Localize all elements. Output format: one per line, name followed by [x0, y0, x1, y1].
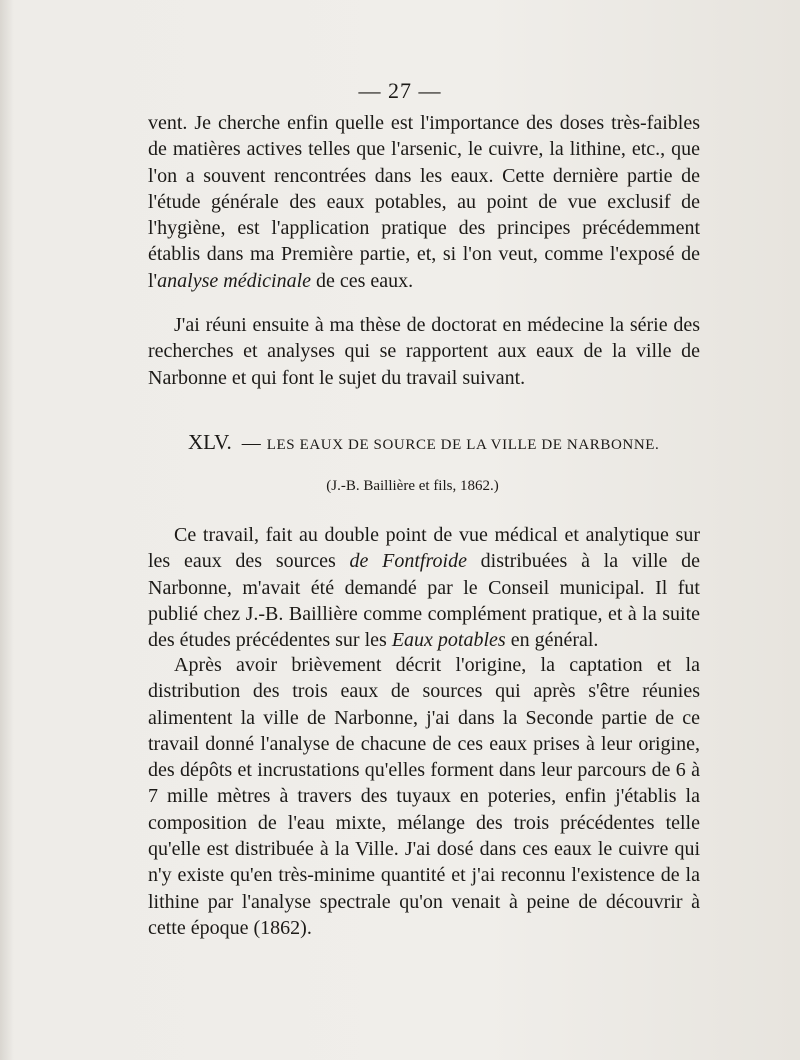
page-number: — 27 —: [358, 78, 442, 103]
paragraph-work-text-c: en général.: [505, 629, 599, 652]
paragraph-intro-text: vent. Je cherche enfin quelle est l'importance des doses très-faibles de matières actives telles que l'arsenic, le cuivre, la lithine, etc., que l'on a souvent rencontrées dans les eaux. Cette dernière partie de l'étude générale des eaux potables, au point de vue exclusif de l'hygiène, est l'application pratique des principes précédemment établis dans ma Première partie, et, si l'on veut, comme l'exposé de l': [148, 112, 700, 292]
paragraph-work-italic-eaux: Eaux potables: [391, 629, 506, 652]
paragraph-intro-italic: analyse médicinale: [157, 269, 312, 292]
section-dash: —: [241, 433, 261, 454]
section-number: XLV.: [188, 430, 232, 454]
paragraph-intro-end: de ces eaux.: [311, 269, 414, 292]
paragraph-work-italic-source: de Fontfroide: [349, 550, 467, 573]
section-title: LES EAUX DE SOURCE DE LA VILLE DE NARBONNE.: [266, 437, 660, 453]
paragraph-analysis: Après avoir brièvement décrit l'origine, la captation et la distribution des trois eaux de sources qui après s'être réunies alimentent la ville de Narbonne, j'ai dans la Seconde partie de ce travail donné l'analyse de chacune de ces eaux prises à leur origine, des dépôts et incrustations qu'elles forment dans leur parcours de 6 à 7 mille mètres à travers des tuyaux en poteries, enfin j'établis la composition de l'eau mixte, mélange des trois précédentes telle qu'elle est distribuée à la Ville. J'ai dosé dans ces eaux le cuivre qui n'y existe qu'en très-minime quantité et j'ai reconnu l'existence de la lithine par l'analyse spectrale qu'on venait à peine de découvrir à cette époque (1862).: [148, 654, 700, 939]
paragraph-work: [148, 522, 700, 653]
paragraph-work-text-a: Ce travail, fait au double point de vue médical et analytique sur les eaux des sources: [148, 524, 700, 573]
publisher-citation: (J.-B. Baillière et fils, 1862.): [326, 478, 499, 494]
paragraph-thesis: J'ai réuni ensuite à ma thèse de doctorat en médecine la série des recherches et analyses qui se rapportent aux eaux de la ville de Narbonne et qui font le sujet du travail suivant.: [148, 314, 700, 389]
paragraph-work-text-b: distribuées à la ville de Narbonne, m'avait été demandé par le Conseil municipal. Il fut publié chez J.-B. Baillière comme complément pratique, et à la suite des études précédentes sur les: [148, 550, 700, 652]
section-heading: [188, 430, 708, 455]
paragraph-intro: [148, 110, 700, 294]
